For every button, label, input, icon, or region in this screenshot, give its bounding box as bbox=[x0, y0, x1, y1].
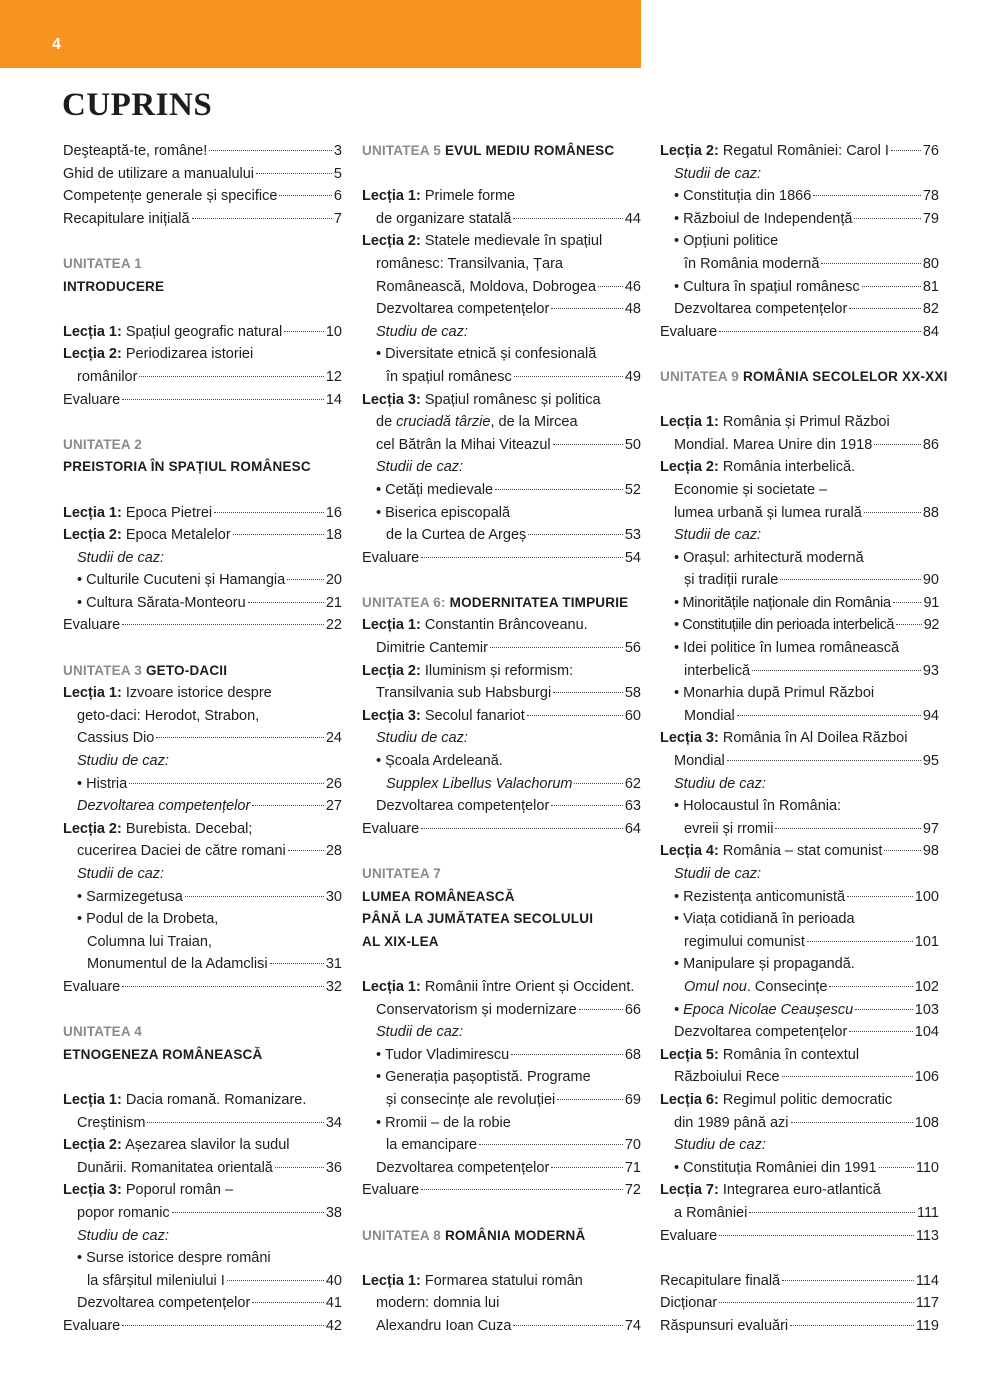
toc-entry[interactable]: Lecția 1: Spațiul geografic natural 10 bbox=[63, 323, 342, 340]
toc-entry[interactable]: Omul nou. Consecințe 102 bbox=[684, 978, 939, 995]
toc-entry[interactable]: din 1989 până azi 108 bbox=[674, 1114, 939, 1131]
toc-entry[interactable]: • Constituțiile din perioada interbelică 92 bbox=[660, 614, 939, 637]
toc-entry[interactable]: Lecția 3: Secolul fanariot 60 bbox=[362, 707, 641, 724]
toc-entry[interactable]: Dimitrie Cantemir 56 bbox=[376, 640, 641, 657]
toc-entry-line: Lecția 1: Românii între Orient și Occident. bbox=[362, 978, 635, 995]
dot-leader bbox=[185, 896, 324, 897]
toc-entry-line: românesc: Transilvania, Țara bbox=[376, 255, 563, 272]
dot-leader bbox=[421, 557, 623, 558]
toc-entry[interactable]: Dezvoltarea competențelor 41 bbox=[77, 1295, 342, 1312]
unit-title: PREISTORIA ÎN SPAȚIUL ROMÂNESC bbox=[63, 459, 311, 475]
dot-leader bbox=[775, 828, 920, 829]
toc-entry-line: Lecția 1: Izvoare istorice despre bbox=[63, 685, 272, 702]
dot-leader bbox=[513, 218, 622, 219]
toc-entry-line: • Orașul: arhitectură modernă bbox=[660, 547, 939, 570]
case-study-label: Studiu de caz: bbox=[77, 753, 169, 770]
dot-leader bbox=[514, 376, 623, 377]
dot-leader bbox=[129, 783, 324, 784]
dot-leader bbox=[557, 1099, 623, 1100]
dot-leader bbox=[829, 986, 912, 987]
dot-leader bbox=[284, 331, 324, 332]
dot-leader bbox=[490, 647, 623, 648]
toc-entry[interactable]: Evaluare 84 bbox=[660, 323, 939, 340]
toc-entry[interactable]: Evaluare 14 bbox=[63, 391, 342, 408]
dot-leader bbox=[252, 805, 324, 806]
dot-leader bbox=[479, 1144, 623, 1145]
toc-entry[interactable]: a României 111 bbox=[674, 1204, 939, 1221]
dot-leader bbox=[172, 1212, 324, 1213]
toc-entry[interactable]: Mondial 95 bbox=[674, 753, 939, 770]
toc-entry[interactable]: • Constituția din 1866 78 bbox=[660, 185, 939, 208]
dot-leader bbox=[598, 286, 623, 287]
toc-entry[interactable]: cel Bătrân la Mihai Viteazul 50 bbox=[376, 436, 641, 453]
toc-entry-line: Lecția 1: Formarea statului român bbox=[362, 1272, 583, 1289]
toc-entry-line: Lecția 1: Primele forme bbox=[362, 188, 516, 205]
unit-heading: UNITATEA 3 GETO-DACII bbox=[63, 662, 228, 678]
case-study-label: Studii de caz: bbox=[77, 866, 165, 882]
toc-entry-line: geto-daci: Herodot, Strabon, bbox=[77, 707, 260, 724]
toc-entry-line: Lecția 7: Integrarea euro-atlantică bbox=[660, 1182, 881, 1199]
case-study-label: Studii de caz: bbox=[674, 866, 762, 882]
toc-entry[interactable]: Transilvania sub Habsburgi 58 bbox=[376, 685, 641, 702]
toc-entry-line: • Opțiuni politice bbox=[660, 230, 939, 253]
toc-entry[interactable]: românilor 12 bbox=[77, 368, 342, 385]
toc-entry-line: • Rromii – de la robie bbox=[362, 1112, 641, 1135]
toc-entry[interactable]: • Epoca Nicolae Ceaușescu 103 bbox=[660, 999, 939, 1022]
toc-entry[interactable]: Mondial 94 bbox=[684, 707, 939, 724]
toc-entry[interactable]: Evaluare 64 bbox=[362, 820, 641, 837]
toc-entry[interactable]: Mondial. Marea Unire din 1918 86 bbox=[674, 436, 939, 453]
toc-entry[interactable]: Evaluare 54 bbox=[362, 549, 641, 566]
case-study-label: Studiu de caz: bbox=[376, 323, 468, 340]
toc-entry-line: • Viața cotidiană în perioada bbox=[660, 908, 939, 931]
toc-entry[interactable]: Evaluare 72 bbox=[362, 1182, 641, 1199]
toc-entry[interactable]: Supplex Libellus Valachorum 62 bbox=[386, 775, 641, 792]
dot-leader bbox=[528, 534, 623, 535]
toc-entry[interactable]: în spațiul românesc 49 bbox=[386, 368, 641, 385]
dot-leader bbox=[813, 195, 921, 196]
dot-leader bbox=[421, 828, 623, 829]
page-title: CUPRINS bbox=[62, 87, 213, 123]
toc-entry-line: Lecția 1: România și Primul Război bbox=[660, 414, 890, 431]
dot-leader bbox=[122, 399, 324, 400]
dot-leader bbox=[122, 986, 324, 987]
toc-entry[interactable]: Lecția 2: Regatul României: Carol I 76 bbox=[660, 143, 939, 159]
dot-leader bbox=[579, 1009, 623, 1010]
dot-leader bbox=[495, 489, 623, 490]
unit-heading: UNITATEA 2 bbox=[63, 436, 142, 452]
toc-entry[interactable]: Evaluare 32 bbox=[63, 978, 342, 995]
toc-entry[interactable]: Deşteaptă-te, române! 3 bbox=[63, 140, 342, 163]
case-study-label: Studii de caz: bbox=[376, 459, 464, 476]
dot-leader bbox=[122, 624, 324, 625]
toc-entry-line: Lecția 2: Statele medievale în spațiul bbox=[362, 233, 603, 250]
dot-leader bbox=[864, 512, 921, 513]
toc-entry-line: modern: domnia lui bbox=[376, 1295, 500, 1312]
dot-leader bbox=[421, 1189, 623, 1190]
dot-leader bbox=[884, 850, 920, 851]
toc-entry-line: Lecția 3: România în Al Doilea Război bbox=[660, 730, 908, 747]
toc-entry[interactable]: Conservatorism și modernizare 66 bbox=[376, 1001, 641, 1018]
dot-leader bbox=[574, 783, 622, 784]
dot-leader bbox=[551, 308, 623, 309]
header-banner bbox=[0, 0, 641, 68]
case-study-label: Studii de caz: bbox=[674, 527, 762, 544]
dot-leader bbox=[790, 1325, 914, 1326]
toc-entry[interactable]: Lecția 1: Epoca Pietrei 16 bbox=[63, 504, 342, 521]
toc-entry[interactable]: Dunării. Romanitatea orientală 36 bbox=[77, 1159, 342, 1176]
dot-leader bbox=[737, 715, 921, 716]
page-ref: 7 bbox=[333, 210, 342, 227]
case-study-label: Studii de caz: bbox=[376, 1024, 464, 1041]
unit-heading: UNITATEA 1 bbox=[63, 255, 142, 271]
dot-leader bbox=[727, 760, 921, 761]
toc-entry[interactable]: • Culturile Cucuteni și Hamangia 20 bbox=[63, 569, 342, 592]
toc-entry[interactable]: • Histria 26 bbox=[63, 773, 342, 796]
dot-leader bbox=[139, 376, 323, 377]
toc-entry[interactable]: cucerirea Daciei de către romani 28 bbox=[77, 843, 342, 860]
toc-entry-line: Economie și societate – bbox=[674, 481, 828, 498]
dot-leader bbox=[553, 692, 623, 693]
unit-heading: UNITATEA 7 bbox=[362, 866, 441, 881]
unit-heading: UNITATEA 8 ROMÂNIA MODERNĂ bbox=[362, 1227, 586, 1243]
toc-entry[interactable]: Războiului Rece 106 bbox=[674, 1069, 939, 1086]
dot-leader bbox=[782, 1280, 914, 1281]
dot-leader bbox=[156, 737, 324, 738]
page-ref: 6 bbox=[333, 188, 342, 205]
dot-leader bbox=[270, 963, 324, 964]
dot-leader bbox=[821, 263, 920, 264]
toc-entry[interactable]: interbelică 93 bbox=[684, 662, 939, 679]
dot-leader bbox=[855, 1009, 913, 1010]
dot-leader bbox=[214, 512, 324, 513]
dot-leader bbox=[791, 1122, 913, 1123]
toc-entry[interactable]: Lecția 2: Epoca Metalelor 18 bbox=[63, 527, 342, 544]
dot-leader bbox=[252, 1302, 324, 1303]
case-study-label: Studii de caz: bbox=[674, 165, 762, 182]
dot-leader bbox=[551, 1167, 623, 1168]
dot-leader bbox=[719, 1302, 914, 1303]
toc-entry-line: Lecția 2: Iluminism și reformism: bbox=[362, 662, 574, 679]
dot-leader bbox=[719, 1235, 914, 1236]
toc-entry-line: Lecția 2: Așezarea slavilor la sudul bbox=[63, 1137, 290, 1154]
dot-leader bbox=[527, 715, 623, 716]
dot-leader bbox=[807, 941, 913, 942]
toc-entry[interactable]: Dicționar 117 bbox=[660, 1295, 939, 1312]
toc-entry-line: Lecția 5: România în contextul bbox=[660, 1046, 860, 1063]
dot-leader bbox=[847, 896, 913, 897]
toc-entry-line: Lecția 6: Regimul politic democratic bbox=[660, 1091, 893, 1108]
dot-leader bbox=[192, 218, 332, 219]
toc-entry[interactable]: Dezvoltarea competențelor 82 bbox=[674, 301, 939, 318]
toc-entry-line: Lecția 2: România interbelică. bbox=[660, 459, 856, 476]
case-study-label: Studiu de caz: bbox=[674, 1137, 766, 1154]
toc-entry-line: • Holocaustul în România: bbox=[660, 795, 939, 818]
dot-leader bbox=[513, 1325, 622, 1326]
unit-heading: UNITATEA 5 EVUL MEDIU ROMÂNESC bbox=[362, 143, 615, 158]
unit-title: PÂNĂ LA JUMĂTATEA SECOLULUI bbox=[362, 911, 594, 927]
toc-entry-line: Lecția 2: Periodizarea istoriei bbox=[63, 346, 254, 363]
dot-leader bbox=[749, 1212, 915, 1213]
dot-leader bbox=[874, 444, 921, 445]
toc-entry[interactable]: Lecția 4: România – stat comunist 98 bbox=[660, 843, 939, 860]
toc-entry-line: • Surse istorice despre români bbox=[63, 1247, 342, 1270]
toc-entry[interactable]: • Rezistența anticomunistă 100 bbox=[660, 886, 939, 909]
toc-entry[interactable]: Ghid de utilizare a manualului 5 bbox=[63, 163, 342, 186]
toc-entry[interactable]: evreii și rromii 97 bbox=[684, 820, 939, 837]
unit-heading: UNITATEA 6: MODERNITATEA TIMPURIE bbox=[362, 594, 629, 610]
dot-leader bbox=[551, 805, 623, 806]
case-study-label: Studiu de caz: bbox=[674, 775, 766, 792]
unit-title: AL XIX-LEA bbox=[362, 933, 439, 949]
toc-column-2 bbox=[362, 140, 641, 1337]
toc-entry[interactable]: Dezvoltarea competențelor 48 bbox=[376, 301, 641, 318]
toc-entry-line: Columna lui Traian, bbox=[87, 933, 212, 950]
toc-entry[interactable]: Românească, Moldova, Dobrogea 46 bbox=[376, 278, 641, 295]
toc-entry[interactable]: • Cetăți medievale 52 bbox=[362, 479, 641, 502]
toc-entry[interactable]: • Războiul de Independență 79 bbox=[660, 208, 939, 231]
toc-entry[interactable]: Evaluare 113 bbox=[660, 1227, 939, 1244]
toc-entry[interactable]: • Constituția României din 1991 110 bbox=[660, 1157, 939, 1180]
toc-entry[interactable]: Creștinism 34 bbox=[77, 1114, 342, 1131]
toc-entry[interactable]: Evaluare 42 bbox=[63, 1317, 342, 1334]
dot-leader bbox=[511, 1054, 623, 1055]
toc-entry[interactable]: • Tudor Vladimirescu 68 bbox=[362, 1044, 641, 1067]
toc-entry[interactable]: lumea urbană și lumea rurală 88 bbox=[674, 504, 939, 521]
unit-heading: UNITATEA 4 bbox=[63, 1024, 142, 1040]
toc-entry[interactable]: în România modernă 80 bbox=[684, 255, 939, 272]
toc-entry[interactable]: Recapitulare finală 114 bbox=[660, 1272, 939, 1289]
toc-entry-line: • Biserica episcopală bbox=[362, 502, 641, 525]
toc-entry-line: • Monarhia după Primul Război bbox=[660, 682, 939, 705]
dot-leader bbox=[719, 331, 921, 332]
toc-column-3 bbox=[660, 140, 948, 1337]
toc-entry[interactable]: regimului comunist 101 bbox=[684, 933, 939, 950]
toc-entry[interactable]: Dezvoltarea competențelor 63 bbox=[376, 798, 641, 815]
toc-entry[interactable]: • Sarmizegetusa 30 bbox=[63, 886, 342, 909]
toc-entry[interactable]: • Cultura Sărata-Monteoru 21 bbox=[63, 592, 342, 615]
dot-leader bbox=[862, 286, 921, 287]
toc-entry-line: Lecția 1: Dacia romană. Romanizare. bbox=[63, 1091, 307, 1108]
toc-entry[interactable]: la sfârșitul mileniului I 40 bbox=[87, 1272, 342, 1289]
dot-leader bbox=[891, 150, 921, 151]
toc-entry-line: Lecția 2: Burebista. Decebal; bbox=[63, 820, 253, 837]
case-study-label: Studii de caz: bbox=[77, 549, 165, 566]
toc-entry-line: • Podul de la Drobeta, bbox=[63, 908, 342, 931]
toc-entry[interactable]: Dezvoltarea competențelor 71 bbox=[376, 1159, 641, 1176]
unit-title: INTRODUCERE bbox=[63, 278, 165, 294]
dot-leader bbox=[782, 1076, 913, 1077]
dot-leader bbox=[256, 173, 332, 174]
dot-leader bbox=[287, 579, 324, 580]
dot-leader bbox=[122, 1325, 324, 1326]
dot-leader bbox=[147, 1122, 323, 1123]
toc-entry[interactable]: • Cultura în spațiul românesc 81 bbox=[660, 276, 939, 299]
dot-leader bbox=[849, 308, 921, 309]
dot-leader bbox=[896, 624, 922, 625]
dot-leader bbox=[233, 534, 324, 535]
unit-title: ETNOGENEZA ROMÂNEASCĂ bbox=[63, 1046, 263, 1062]
page-number: 4 bbox=[52, 36, 61, 53]
dot-leader bbox=[248, 602, 324, 603]
toc-entry[interactable]: Răspunsuri evaluări 119 bbox=[660, 1317, 939, 1334]
dot-leader bbox=[879, 1167, 914, 1168]
page-ref: 5 bbox=[333, 165, 342, 182]
toc-entry-line: • Școala Ardeleană. bbox=[362, 750, 641, 773]
dot-leader bbox=[227, 1280, 324, 1281]
toc-entry-line: • Manipulare și propagandă. bbox=[660, 953, 939, 976]
dot-leader bbox=[553, 444, 623, 445]
case-study-label: Studiu de caz: bbox=[77, 1227, 169, 1244]
dot-leader bbox=[854, 218, 920, 219]
toc-entry[interactable]: la emancipare 70 bbox=[386, 1137, 641, 1154]
toc-entry[interactable]: Recapitulare inițială 7 bbox=[63, 208, 342, 231]
toc-entry[interactable]: Monumentul de la Adamclisi 31 bbox=[87, 956, 342, 973]
toc-entry-line: Lecția 1: Constantin Brâncoveanu. bbox=[362, 617, 588, 634]
dot-leader bbox=[780, 579, 921, 580]
toc-entry-line: de cruciadă târzie, de la Mircea bbox=[376, 414, 578, 431]
dot-leader bbox=[752, 670, 921, 671]
toc-entry[interactable]: de la Curtea de Argeș 53 bbox=[386, 527, 641, 544]
dot-leader bbox=[893, 602, 922, 603]
toc-entry[interactable]: Cassius Dio 24 bbox=[77, 730, 342, 747]
unit-title: LUMEA ROMÂNEASCĂ bbox=[362, 888, 515, 904]
dot-leader bbox=[209, 150, 332, 151]
dot-leader bbox=[288, 850, 324, 851]
toc-entry[interactable]: și tradiții rurale 90 bbox=[684, 572, 939, 589]
dot-leader bbox=[275, 1167, 324, 1168]
dot-leader bbox=[849, 1031, 913, 1032]
dot-leader bbox=[279, 195, 332, 196]
toc-entry-line: Lecția 3: Poporul român – bbox=[63, 1182, 234, 1199]
toc-entry[interactable]: Dezvoltarea competențelor 104 bbox=[674, 1024, 939, 1041]
toc-entry[interactable]: de organizare statală 44 bbox=[376, 210, 641, 227]
unit-heading: UNITATEA 9 ROMÂNIA SECOLELOR XX-XXI bbox=[660, 368, 948, 384]
toc-entry[interactable]: Dezvoltarea competențelor 27 bbox=[77, 798, 342, 815]
page-ref: 3 bbox=[333, 143, 342, 159]
toc-entry[interactable]: Alexandru Ioan Cuza 74 bbox=[376, 1317, 641, 1334]
toc-entry[interactable]: Competențe generale și specifice 6 bbox=[63, 185, 342, 208]
toc-entry[interactable]: • Minoritățile naționale din România 91 bbox=[660, 592, 939, 615]
case-study-label: Studiu de caz: bbox=[376, 730, 468, 747]
toc-entry-line: • Diversitate etnică și confesională bbox=[362, 343, 641, 366]
toc-entry[interactable]: Evaluare 22 bbox=[63, 617, 342, 634]
toc-entry-line: • Generația pașoptistă. Programe bbox=[362, 1066, 641, 1089]
toc-column-1 bbox=[63, 140, 342, 1337]
toc-entry-line: • Idei politice în lumea românească bbox=[660, 637, 939, 660]
toc-entry[interactable]: popor romanic 38 bbox=[77, 1204, 342, 1221]
toc-entry-line: Lecția 3: Spațiul românesc și politica bbox=[362, 391, 601, 408]
toc-entry[interactable]: și consecințe ale revoluției 69 bbox=[386, 1091, 641, 1108]
